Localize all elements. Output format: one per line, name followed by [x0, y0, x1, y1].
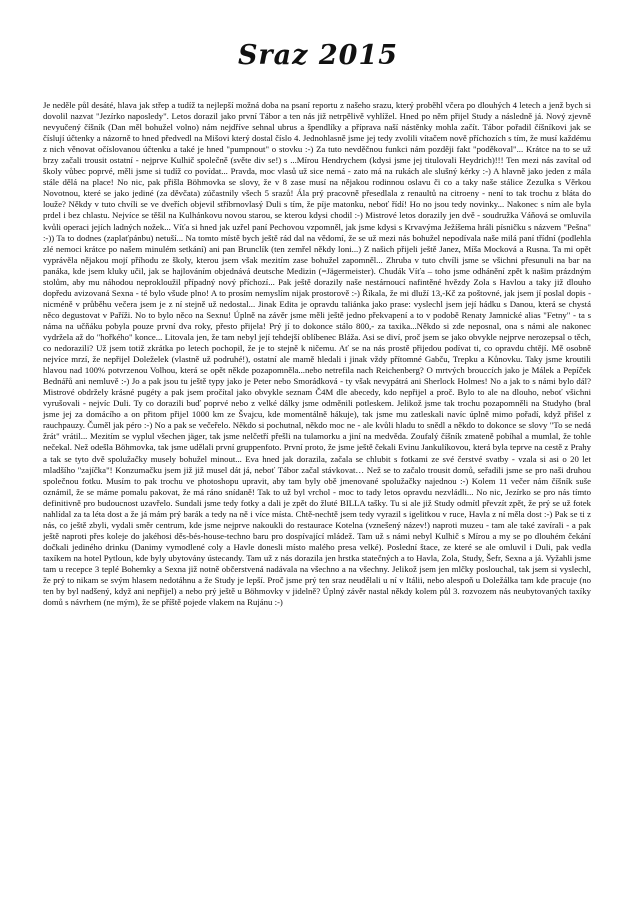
page-title: Sraz 2015 [237, 40, 399, 71]
body-paragraph: Je neděle půl desáté, hlava jak střep a tudíž ta nejlepší možná doba na psaní reportu z našeho srazu, který proběhl včera po dlouhých 4 letech a jenž bych si dovolil nazvat "Jezírko naposledy". Letos dorazil jako první Tábor a ten nás již netrpělivě vyhlížel. Hned po něm přijel Study a následně já. Nový zjevně nevyučený číšník (Dan měl bohužel volno) nám nejdříve sehnal ubrus a špendlíky a příprava naší nástěnky mohla začít. Tábor pořadil číšníkovi jak se číslují účtenky a názorně to hned předvedl na Mišovi který dostal číslo 4. Jednohlasně jsme jej tedy zvolili vítačem nově příchozích s tím, že musí každému z nich věnovat očíslovanou účtenku a také je hned "pumpnout" o stovku :-) Za tuto nevděčnou funkci nám později fakt "poděkoval"... Krátce na to se už brzy začali trousit ostatní - nejprve Kulhič společně (světe div se!) s ...Mírou Hendrychem (kdysi jsme jej titulovali Heydrich)!!! Ten mezi nás zavítal od školy vůbec poprvé, měli jsme si tudíž co povídat... Pravda, moc vlasů už sice nemá - zato má na rukách ale slušný kérky :-) A hlavně jako jeden z mála stále dělá na place! No nic, pak přišla Böhmovka se slovy, že v 8 zase musí na nějakou rodinnou oslavu či co a taky naše stálice Zezulka s Věrkou Novotnou, které se jako jediné (za děvčata) zúčastnily všech 5 srazů! Ála prý pracovně přesedlala z renaultů na citroeny - není to tak trochu z bláta do louže? Někdy v tuto chvíli se ve dveřích objevil stříbrnovlasý Duli s tím, že píje matonku, neboť řídí! Ho no jsou tedy novinky... Nakonec s ním ale byla prdel i bez chlastu. Nejvíce se těšil na Kulhánkovu novou starou, se kterou kdysi chodil :-) Mistrové letos dorazily jen dvě - soudružka Váňová se omluvila kvůli operaci jejích ladných nožek... Víťa si hned jak uzřel paní Pechovou vzpomněl, jak jsme kdysi s Krvavýma Ježíšema hráli písničku s názvem "Pešna" :-)) Ta to dodnes (zaplaťpánbu) netuší... Na tomto místě bych ještě rád dal na vědomí, že se už mezi nás bohužel nepodívala naše milá paní třídní (podlehla zlé nemoci krátce po našem minulém setkání) ani pan Brunclík (ten zemřel někdy loni...) Z našich přijeli ještě Janez, Míša Mocková a Rusna. Ta mi opět vyprávěla nějakou mojí příhodu ze školy, kterou jsem však mezitím zase bohužel zapomněl... Zhruba v tuto chvíli jsme se všichni přesunuli na bar na panáka, kde jsem kluky učil, jak se hajlováním objednává deutsche Medizin (=Jägermeister). Chudák Víťa – toho jsme odhánění zpět k našim prázdným stolům, aby mu náhodou neprokloužil případný nový příchozí... Pak ještě dorazily naše nestárnoucí nafintěné hvězdy Zola s Havlou a taky již dlouho dopředu avizovaná Sexna - té bylo všude plno! A to prosím nemyslím nijak prostorově :-) Říkala, že mi dluží 13,-Kč za poštovné, jak jsem jí poslal dopis - nicméně v průběhu večera jsem je z ní stejně už nedostal... Jinak Edita je opravdu taliánka jako prase: vyslechl jsem její hádku s Danou, která se chystá něco degustovat v Paříži. No to bylo něco na Sexnu! Úplně na závěr jsme měli ještě jedno překvapení a to v podobě Renaty Jamnické alias "Fetny" - ta s náma na učňáku pobyla pouze první dva roky, přesto přijela! Prý jí to dokonce stálo 800,- za taxika...Někdo si zde neposnal, ona s námi ale nakonec vydržela až do "hořkého" konce... Litovala jen, že tam nebyl její tehdejší oblíbenec Bláža. Asi se diví, proč jsem se jako obvykle nejprve nerozepsal o těch, co nedorazili? Už jsem totiž zkrátka po letech pochopil, že je to stejně k ničemu. Ať se na nás prostě přijedou podívat ti, co opravdu chtějí. Mě osobně nejvíce mrzí, že nepřijel Doleželek (vlastně už podruhé!), ostatní ale mamě hledali i jinak vždy přítomné Gabču, Trepku a Kůnovku. Taky jsme kroutili hlavou nad 100% potvrzenou Volhou, která se opět někde pozapomněla...nebo netrefila nach Reichenberg? O mrtvých brouccích jako je Málek a Pepíček Bednářů ani nemluvě :-) Jo a pak jsou tu ještě typy jako je Peter nebo Smorádková - ty však nevypátrá ani Sherlock Holmes! No a jak to s námi bylo dál? Mistrové obdržely krásné pugéty a pak jsem pročítal jako obvykle seznam Č4M dle abecedy, kdo nepřijel a proč. Bylo to ale na dlouho, neboť všichni vyrušovali - nejvíc Duli. Ty co dorazili buď poprvé nebo z velké dálky jsme odměnili potleskem. Jelikož jsme tak trochu pozapomněli na Studyho (bral jsme jej za domácího a on přitom přijel 1000 km ze Švajcu, kde momentálně hákuje), tak jsme mu zatleskali navíc úplně mimo pořadí, když přišel z rauchpauzy. Čuměl jak péro :-) No a pak se večeřelo. Někdo si pochutnal, někdo moc ne - ale kvůli hladu to snědl a někdo to dokonce se slovy "To se nedá žrát" vrátil... Mezitím se vyplul všechen jäger, tak jsme nelčetří přešli na tulamorku a jiní na medvěda. Zoufalý číšník zmateně pobíhal a mumlal, že tohle nečekal. Než odešla Böhmovka, tak jsme udělali první gruppenfoto. První proto, že jsme ještě čekali Evinu Jankulíkovou, která byla teprve na cestě z Prahy a tak se tyto dvě spolužačky musely bohužel minout... Eva hned jak dorazila, začala se chlubit s fotkami ze své čerstvé svatby - vzala si asi o 20 let mladšího "zajíčka"! Konzumačku jsem již již musel dát já, neboť Tábor začal stávkovat… Než se to začalo trousit domů, seřadili jsme se pro naši druhou společnou fotku. Musím to pak trochu ve photoshopu upravit, aby tam byly obě jmenované spolužačky najednou :-) Kolem 11 večer nám číšník suše oznámil, že se máme pomalu pakovat, že má ráno snídaně! Tak to už byl vrchol - moc to tady letos opravdu nezvládli... No nic, Jezírko se pro nás tímto definitivně pro budoucnost uzavřelo. Sundali jsme tedy fotky a dali je zpět do žluté BILLA tašky. Tu si ale již Study odmítl převzít zpět, že prý se už fotek nahlídal za ta léta dost a že já mám prý barák a tedy na ně i více místa. Chtě-nechtě jsem tedy vyrazil s igelitkou v ruce, Havla z ní měla dost :-) Pak se ti z nás, co ještě zbyli, vydali směr centrum, kde jsme nejprve nakoukli do restaurace Kotelna (vznešený název!) naproti muzeu - tam ale také zavírali - a pak ještě naproti přes koleje do jakéhosi děs-bés-house-techno baru pro dospívající mládež. Tam už s námi nebyl Kulhič s Mírou a my se po dlouhém čekání dočkali jediného drinku (Danimy vymodlené coly a Havle donesli místo malého presa velké). Poslední štace, ze které se ale omluvil i Duli, pak vedla taxíkem na hotel Pytloun, kde byly ubytovány ústecandy. Tam už z nás dorazila jen hrstka statečných a to Havla, Zola, Study, Šefr, Sexna a já. Vyžahli jsme tam u recepce 3 teplé Bohemky a Sexna již notně občerstvená nadávala na všechno a na všechny. Jelikož jsem jen mlčky poslouchal, tak jsem si vyslechl, že prý to nikam se svým hlasem nedotáhnu a že Study je lepší. Proč jsme prý ten sraz neudělali u ní v Itálii, nebo alespoň u Doležálka tam kde pracuje (no ten by byl nadšený, když ani nepřijel) a nebo prý ještě u Böhmovky v jidelně? Úplný závěr nastal někdy kolem půl 3. rozvozem nás neubytovaných taxíky domů s návrhem (ne mým), že se příště pojede vlakem na Rujánu :-) [43, 100, 591, 608]
